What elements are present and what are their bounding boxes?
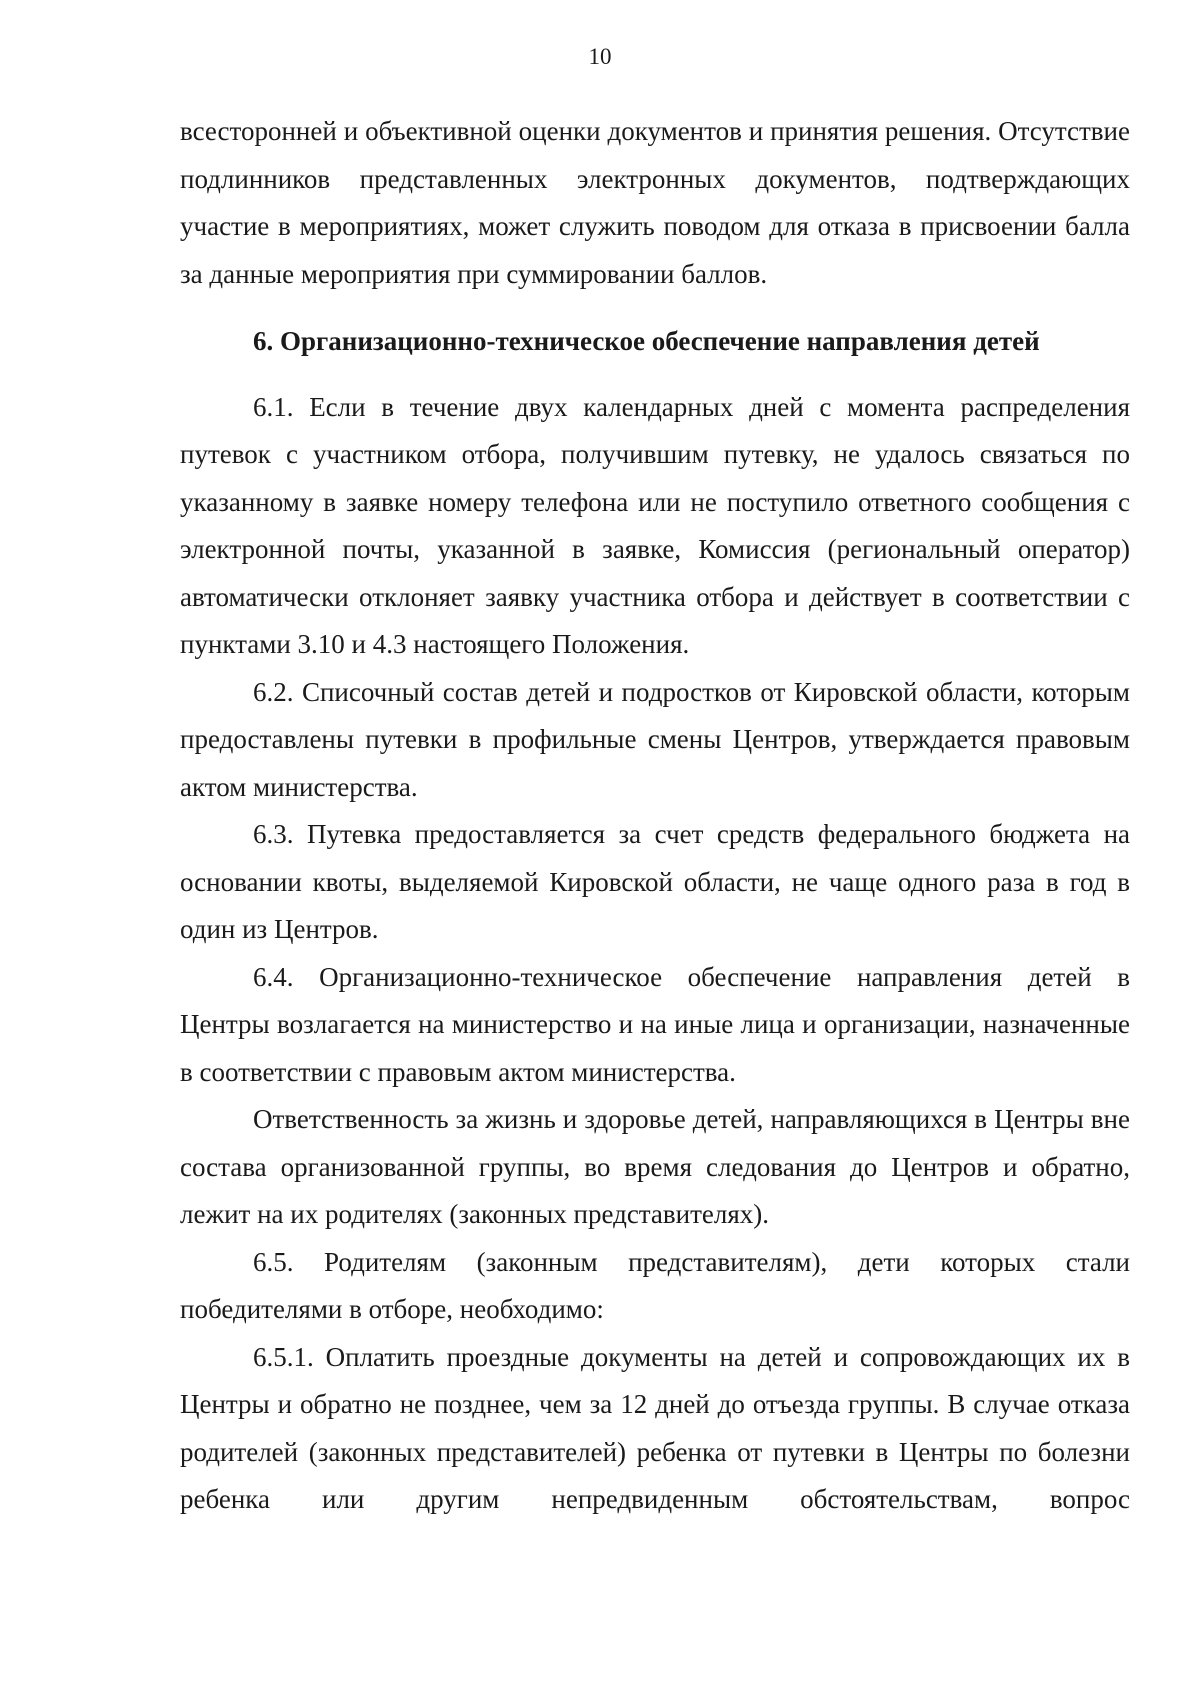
paragraph-6-5: 6.5. Родителям (законным представителям), дети которых стали победителями в отборе, необходимо:	[180, 1246, 1130, 1324]
paragraph-6-1: 6.1. Если в течение двух календарных дней с момента распределения путевок с участником отбора, получившим путевку, не удалось связаться по указанному в заявке номеру телефона или не поступило ответного сообщения с электронной почты, указанной в заявке, Комиссия (региональный оператор) автоматически отклоняет заявку участника отбора и действует в соответствии с пунктами 3.10 и 4.3 настоящего Положения.	[180, 391, 1130, 659]
page-number: 10	[588, 44, 612, 69]
paragraph-6-2: 6.2. Списочный состав детей и подростков от Кировской области, которым предоставлены путевки в профильные смены Центров, утверждается правовым актом министерства.	[180, 676, 1130, 802]
paragraph-6-4: 6.4. Организационно-техническое обеспечение направления детей в Центры возлагается на министерство и на иные лица и организации, назначенные в соответствии с правовым актом министерства.	[180, 961, 1130, 1087]
intro-paragraph: всесторонней и объективной оценки документов и принятия решения. Отсутствие подлинников представленных электронных документов, подтверждающих участие в мероприятиях, может служить поводом для отказа в присвоении балла за данные мероприятия при суммировании баллов.	[180, 116, 1130, 289]
paragraph-6-3: 6.3. Путевка предоставляется за счет средств федерального бюджета на основании квоты, выделяемой Кировской области, не чаще одного раза в год в один из Центров.	[180, 819, 1130, 944]
document-body	[180, 108, 1130, 1524]
paragraph-6-5-1: 6.5.1. Оплатить проездные документы на детей и сопровождающих их в Центры и обратно не позднее, чем за 12 дней до отъезда группы. В случае отказа родителей (законных представителей) ребенка от путевки в Центры по болезни ребенка или другим непредвиденным обстоятельствам, вопрос	[180, 1341, 1130, 1514]
section-heading: 6. Организационно-техническое обеспечение направления детей	[253, 326, 1040, 356]
paragraph-responsibility: Ответственность за жизнь и здоровье детей, направляющихся в Центры вне состава организованной группы, во время следования до Центров и обратно, лежит на их родителях (законных представителях).	[180, 1104, 1130, 1229]
